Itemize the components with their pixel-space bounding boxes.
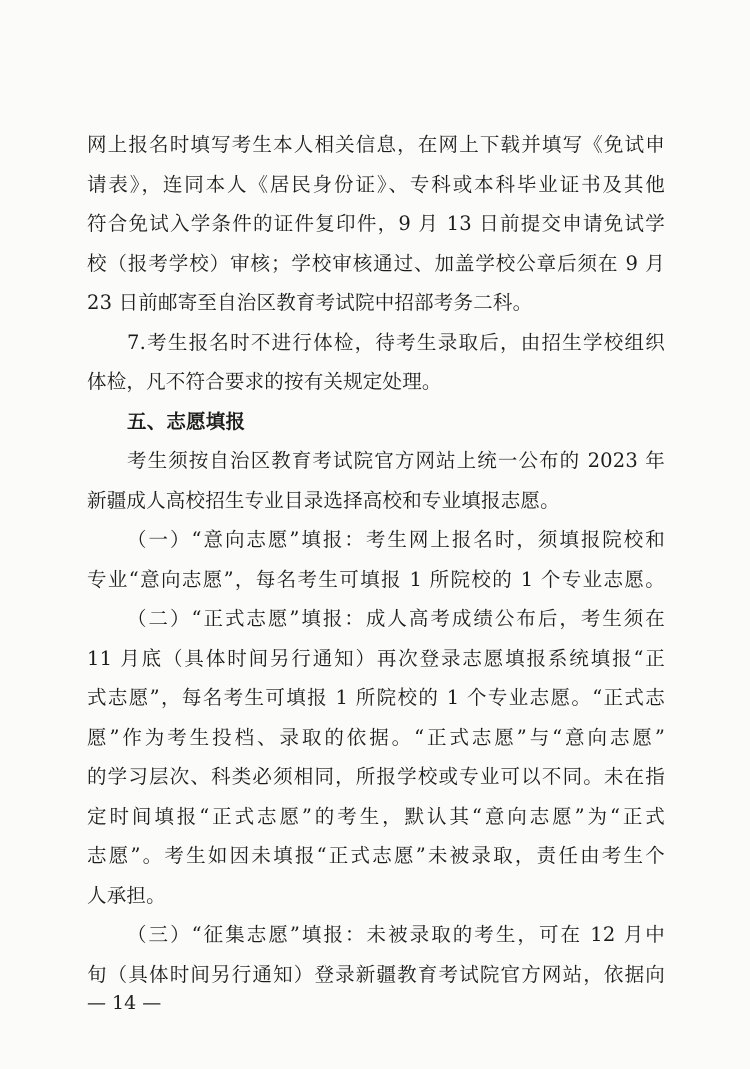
text-line: （二）“正式志愿”填报：成人高考成绩公布后，考生须在 xyxy=(127,607,665,630)
text-line: 网上报名时填写考生本人相关信息，在网上下载并填写《免试申 xyxy=(87,133,665,156)
text-line: 愿”作为考生投档、录取的依据。“正式志愿”与“意向志愿” xyxy=(87,725,665,749)
text-line: 23 日前邮寄至自治区教育考试院中招部考务二科。 xyxy=(87,291,533,314)
text-line: 考生须按自治区教育考试院官方网站上统一公布的 2023 年 xyxy=(127,449,665,472)
text-line: 的学习层次、科类必须相同，所报学校或专业可以不同。未在指 xyxy=(87,765,665,788)
text-line: 新疆成人高校招生专业目录选择高校和专业填报志愿。 xyxy=(87,488,560,512)
text-line: 符合免试入学条件的证件复印件，9 月 13 日前提交申请免试学 xyxy=(87,212,665,235)
text-line: 校（报考学校）审核；学校审核通过、加盖学校公章后须在 9 月 xyxy=(87,251,665,275)
page-number: — 14 — xyxy=(87,992,162,1014)
text-line: 人承担。 xyxy=(87,883,166,907)
text-line: 11 月底（具体时间另行通知）再次登录志愿填报系统填报“正 xyxy=(87,646,665,670)
text-line: （三）“征集志愿”填报：未被录取的考生，可在 12 月中 xyxy=(127,923,665,946)
text-line: 式志愿”，每名考生可填报 1 所院校的 1 个专业志愿。“正式志 xyxy=(87,686,665,709)
text-line: 7.考生报名时不进行体检，待考生录取后，由招生学校组织 xyxy=(127,330,665,354)
text-line: 定时间填报“正式志愿”的考生，默认其“意向志愿”为“正式 xyxy=(87,804,665,828)
text-line: 旬（具体时间另行通知）登录新疆教育考试院官方网站，依据向 xyxy=(87,962,665,986)
document-body xyxy=(87,125,665,994)
text-line: （一）“意向志愿”填报：考生网上报名时，须填报院校和 xyxy=(127,528,665,551)
text-line: 专业“意向志愿”，每名考生可填报 1 所院校的 1 个专业志愿。 xyxy=(87,567,665,591)
text-line: 志愿”。考生如因未填报“正式志愿”未被录取，责任由考生个 xyxy=(87,844,665,867)
text-line: 体检，凡不符合要求的按有关规定处理。 xyxy=(87,370,442,393)
section-heading: 五、志愿填报 xyxy=(127,409,246,433)
text-line: 请表》，连同本人《居民身份证》、专科或本科毕业证书及其他 xyxy=(87,172,665,196)
